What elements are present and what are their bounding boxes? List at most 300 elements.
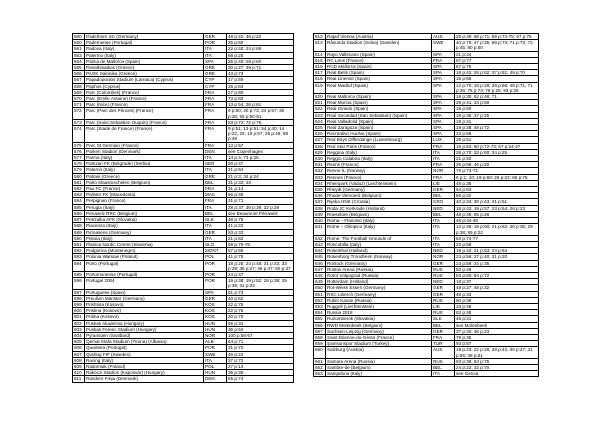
page-references: 13 p:54; 26 p:61 [227,102,294,108]
page-references: 25 p:40; 28 p:60 [227,58,294,64]
country-code: GRE [204,71,227,77]
row-number: 632 [314,168,326,174]
country-code: POR [204,260,227,271]
row-number: 624 [314,118,326,124]
country-code: FRA [432,162,455,168]
country-code: ITA [432,149,455,155]
country-code: ITA [432,218,455,224]
row-number: 583 [73,192,85,198]
country-code: BEL [432,193,455,199]
table-row [314,371,539,377]
row-number: 601 [73,314,85,320]
page-references: 22 p:75 [227,308,294,314]
page-references: 76 p:73-72 [455,168,539,174]
venue-name: Real Oviedo (Spain) [326,106,432,112]
venue-name: Planica Nordic Centre (Slovenia) [85,241,204,247]
row-number: 620 [314,94,326,100]
page-references: 12 p:70; 18 p:28; 26 p:66; 48 p:71; 71 p:26; 75 p:73; 76 p:25; 93 p:26 [455,82,539,93]
country-code: BEL [432,364,455,370]
country-code: ITA [204,52,227,58]
page-references: 100 p:56-57 [227,332,294,338]
row-number: 633 [314,174,326,180]
row-number: 641 [314,224,326,235]
country-code: FRA [204,102,227,108]
page-references: 83 p:60; 84 p:72 [455,272,539,278]
venue-name: Renne IL (Norway) [326,168,432,174]
venue-name: Radomiak (Poland) [85,363,204,369]
row-number: 609 [73,363,85,369]
left-index-body [73,34,294,383]
venue-name: Reggio Calabria (Italy) [326,156,432,162]
row-number: 572 [73,108,85,119]
country-code: FRA [432,174,455,180]
country-code: NOR [432,254,455,260]
page-references: 18 p:42; 19 p:57; 23 p:64; 26 p:23 [455,205,539,211]
venue-name: Ruggell (Liechtenstein) [326,303,432,309]
country-code: BEL [432,322,455,328]
venue-name: Rheinpark (Vaduz) (Liechtenstein) [326,180,432,186]
venue-name: Roma – Flaminio (Italy) [326,218,432,224]
row-number: 612 [314,34,326,40]
country-code: FRA [432,334,455,340]
country-code: SPA [432,106,455,112]
venue-name: Parc (Parc des Princes) (France) [85,108,204,119]
page-references: 31 p:70 [227,345,294,351]
page-references: 49 p:33 [455,291,539,297]
row-number: 629 [314,149,326,155]
country-code: TUR [432,341,455,347]
page-references: 83 p:36; 84 p:75 [455,358,539,364]
country-code: LIE [432,180,455,186]
venue-name: Samara Arena (Russia) [326,358,432,364]
venue-name: Sampdoria (Italy) [326,371,432,377]
venue-name: Puskas Ferenc Stadium (Hungary) [85,326,204,332]
country-code: POR [204,40,227,46]
row-number: 602 [73,320,85,326]
country-code: BEL [204,210,227,216]
country-code: RUS [432,272,455,278]
country-code: GER [204,229,227,235]
row-number: 660 [314,347,326,358]
country-code: SPA [432,125,455,131]
row-number: 582 [73,186,85,192]
venue-name: Rijeka HNK (Croatia) [326,199,432,205]
venue-name: Portomonense (Portugal) [85,271,204,277]
venue-name: Reggina (Italy) [326,149,432,155]
country-code: RUS [432,310,455,316]
venue-name: Palma de Mallorca (Spain) [85,58,204,64]
page-references: 23 p:56; 27 p:40; 31 p:20 [455,254,539,260]
venue-name: Qviding FIF (Sweden) [85,351,204,357]
row-number: 588 [73,223,85,229]
row-number: 594 [73,260,85,271]
country-code: FRA [204,142,227,148]
row-number: 657 [314,328,326,334]
venue-name: Rheydt (Germany) [326,187,432,193]
row-number: 653 [314,303,326,309]
country-code: ITA [432,241,455,247]
country-code: FRA [204,96,227,102]
venue-name: Randers Freja (Denmark) [85,376,204,382]
page-references: 21 p:50 [455,156,539,162]
page-references: 18 p:38; 48 p:72 [455,125,539,131]
page-references: 73 p:60 [227,96,294,102]
venue-name: Şamsunspor Stadium (Turkey) [326,341,432,347]
country-code: DEN [204,376,227,382]
row-number: 573 [73,119,85,125]
country-code: SLK [432,316,455,322]
page-references: 43 p:73 [227,71,294,77]
country-code: RUS [432,266,455,272]
venue-name: Rome – Olimpico (Italy) [326,224,432,235]
row-number: 597 [73,289,85,295]
row-number: 591 [73,241,85,247]
country-code: CRO [432,199,455,205]
venue-name: Parc (Colombes) (France) [85,89,204,95]
row-number: 645 [314,254,326,260]
row-number: 619 [314,82,326,93]
page-references: 66 p:34 [227,320,294,326]
venue-name: Porto (Portugal) [85,260,204,271]
row-number: 575 [73,142,85,148]
venue-name: Roncobilla (Italy) [326,241,432,247]
page-references: 53 p:33 [227,229,294,235]
country-code: ITA [204,46,227,52]
venue-name: Parc St Germain (France) [85,142,204,148]
table-row [314,347,539,358]
row-number: 576 [73,148,85,154]
venue-name: Pistoia (Italy) [85,235,204,241]
page-references: 24 p:47 [227,271,294,277]
venue-name: Patro Maasmechelen (Belgium) [85,179,204,185]
table-row [73,126,294,143]
page-references: 56 p:48 [227,192,294,198]
venue-name: RSC Liberch (Germany) [326,291,432,297]
page-references: 25 p:60 [227,40,294,46]
venue-name: Real Linense (Spain) [326,76,432,82]
page-references: 18 p:42; 21 p:53; 23 p:64 [455,248,539,254]
page-references: see Genoa [455,371,539,377]
page-references: 67 p:77 [455,57,539,63]
venue-name: Pelister FK (Macedonia) [85,192,204,198]
country-code: FRA [204,108,227,119]
page-references: 18 p:30; 62 p:48; 71 [455,94,539,100]
row-number: 637 [314,199,326,205]
venue-name: Rayo Vallecano (Spain) [326,51,432,57]
row-number: 661 [314,358,326,364]
country-code: CYP [204,83,227,89]
row-number: 627 [314,137,326,143]
row-number: 570 [73,96,85,102]
page-references: 41 p:75 [227,254,294,260]
row-number: 618 [314,76,326,82]
venue-name: Panathinaikos (Greece) [85,65,204,71]
row-number: 651 [314,291,326,297]
country-code: SPA [432,70,455,76]
venue-name: Pau FC (France) [85,186,204,192]
table-row [73,108,294,119]
row-number: 599 [73,301,85,307]
country-code: SPA [432,76,455,82]
page-references: 18 p:25; 24 p:48; 31 p:33; 33 p:29; 35 p:27; 36 p:47; 50 p:37 [227,260,294,271]
row-number: 590 [73,235,85,241]
right-index-column [313,33,539,377]
page-references: 79 p:35 [455,334,539,340]
page-references: 24 p:22; 32 p:70 [455,364,539,370]
page-references: 83 p:48 [455,310,539,316]
table-row [73,376,294,382]
row-number: 586 [73,210,85,216]
venue-name: Rosenborg Trondheim (Norway) [326,254,432,260]
row-number: 564 [73,58,85,64]
venue-name: Rosenthal (Holland) [326,248,432,254]
page-references: 22 p:75 [227,301,294,307]
page-references: 41 p:22 [227,223,294,229]
page-references: 13 p:57 [227,142,294,148]
row-number: 621 [314,100,326,106]
page-references: 53 p:49 [455,266,539,272]
venue-name: Rotor Volgograd (Russia) [326,272,432,278]
row-number: 648 [314,272,326,278]
country-code: SWE [432,40,455,51]
row-number: 569 [73,89,85,95]
country-code: DEN [204,148,227,154]
table-row [314,224,539,235]
page-references: 23 p:59 [455,131,539,137]
row-number: 584 [73,198,85,204]
country-code: ITA [432,156,455,162]
venue-name: Parc (Nice) (France) [85,102,204,108]
page-references: 40 p:62 [227,295,294,301]
country-code: FRA [204,186,227,192]
country-code: FRA [432,143,455,149]
page-references: 53 p:72; 72 p:75 [227,119,294,125]
page-references: 37 p:72 [227,357,294,363]
country-code: POR [204,345,227,351]
venue-name: RCD Mallorca (Spain) [326,64,432,70]
venue-name: Podgorica (Montenegro) [85,248,204,254]
country-code: SPA [204,58,227,64]
country-code: GER [204,295,227,301]
row-number: 603 [73,326,85,332]
row-number: 636 [314,193,326,199]
row-number: 577 [73,155,85,161]
venue-name: Padova (Italy) [85,46,204,52]
row-number: 566 [73,71,85,77]
venue-name: Rennes (France) [326,174,432,180]
venue-name: Red Star Paris (France) [326,143,432,149]
row-number: 628 [314,143,326,149]
page-references: 21 p:3; 34 p:24 [227,173,294,179]
country-code: SPA [432,64,455,70]
page-references: 31 p:32; 33 [227,179,294,185]
row-number: 642 [314,235,326,241]
row-number: 649 [314,279,326,285]
venue-name: Parc (Saint Sebastien Ouquin) (France) [85,119,204,125]
country-code: ITA [204,167,227,173]
country-code: RUS [432,358,455,364]
table-row [73,260,294,271]
venue-name: Preußen Münster (Germany) [85,295,204,301]
row-number: 613 [314,40,326,51]
row-number: 563 [73,52,85,58]
row-number: 658 [314,334,326,340]
venue-name: Ruzomberok (Slovakia) [326,316,432,322]
venue-name: Peruwelz RRC (Belgium) [85,210,204,216]
row-number: 659 [314,341,326,347]
right-index-body [314,34,539,377]
country-code: ITA [432,235,455,241]
page-references: 48 p:38 [455,180,539,186]
page-references: 33 p:48 [455,303,539,309]
page-references: 29 p:51 [455,137,539,143]
venue-name: Saint-Étienne-du-Gères (France) [326,334,432,340]
page-references: 23 p:59; 24 p:35 [455,260,539,266]
country-code: GRE [204,173,227,179]
row-number: 631 [314,162,326,168]
row-number: 605 [73,339,85,345]
row-number: 593 [73,254,85,260]
row-number: 560 [73,34,85,40]
venue-name: Rostock (Germany) [326,260,432,266]
venue-name: Pirmasens (Germany) [85,229,204,235]
country-code: SLK [204,217,227,223]
page-references: 22 p:40; 24 p:68 [227,46,294,52]
row-number: 589 [73,229,85,235]
country-code: SPA [432,112,455,118]
row-number: 560 [73,40,85,46]
country-code: POR [204,278,227,289]
country-code: KOS [204,314,227,320]
country-code: FRA [204,119,227,125]
country-code: LUX [432,137,455,143]
row-number: 587 [73,217,85,223]
country-code: SPA [432,118,455,124]
page-references: 15 p:66 [455,76,539,82]
venue-name: Rákóczi Stadion (Kaposvár) (Hungary) [85,370,204,376]
venue-name: Real Madrid (Spain) [326,82,432,93]
venue-name: Reims (France) [326,162,432,168]
right-index-table [313,33,539,377]
row-number: 615 [314,57,326,63]
page-references: 67 p:66 [227,248,294,254]
page-references: 37 p:40; 36 p:23 [455,328,539,334]
page-references: 27 p:13 [227,363,294,369]
country-code: SPA [432,51,455,57]
page-references: 56 p:22 [455,193,539,199]
country-code: NOR [204,332,227,338]
venue-name: Petrzalka AFK (Slovakia) [85,217,204,223]
country-code: SPA [204,289,227,295]
venue-name: Sachsen Leipzig (Germany) [326,328,432,334]
venue-name: Patrasi (Greece) [85,173,204,179]
country-code: GER [432,260,455,266]
page-references: 12 p:38; 19 p:60; 21 p:62; 26 p:38; 29 p:38; 59 p:22 [455,224,539,235]
country-code: SPA [432,94,455,100]
venue-name: Real Betis (Spain) [326,70,432,76]
venue-name: Rome: The Football Grounds of [326,235,432,241]
country-code: POR [204,271,227,277]
venue-name: Pritina (Kosovo) [85,314,204,320]
row-number: 625 [314,125,326,131]
country-code: LIE [432,303,455,309]
page-references: 66 p:25 [227,52,294,58]
country-code: BEL [432,211,455,217]
row-number: 606 [73,345,85,351]
country-code: GER [432,291,455,297]
page-references: see Molenbeek [455,322,539,328]
country-code: NED [432,279,455,285]
page-references: 23 p:58 [455,241,539,247]
page-references: 30 p:27; 39 p:71 [227,65,294,71]
page-references: 35 p:39 [227,370,294,376]
venue-name: Salzburg (Austria) [326,347,432,358]
page-references: 26 p:49; 68 p:71; 69 p:74-75; 97 p:75 [455,34,539,40]
row-number: 600 [73,308,85,314]
row-number: 650 [314,285,326,291]
venue-name: Partizan FK (Belgrade) (Serbia) [85,161,204,167]
venue-name: Paternò (Italy) [85,167,204,173]
page-references: 93 p:57 [455,341,539,347]
page-references: 50 p:47 [227,161,294,167]
row-number: 639 [314,211,326,217]
row-number: 622 [314,106,326,112]
venue-name: Roda JC Kerkrade (Holland) [326,205,432,211]
venue-name: RWD Molenbeek (Belgium) [326,322,432,328]
venue-name: Roeselare (Belgium) [326,211,432,217]
page-references: 28 p:37; 30 p:39; 32 p:29 [227,204,294,210]
row-number: 617 [314,70,326,76]
country-code: GER [432,328,455,334]
venue-name: Racing (Italy) [85,357,204,363]
page-references: 18 p:35; 27 p:25 [455,112,539,118]
row-number: 623 [314,112,326,118]
venue-name: Portugal 2004 [85,278,204,289]
row-number: 567 [73,77,85,83]
row-number: 598 [73,295,85,301]
row-number: 634 [314,180,326,186]
venue-name: Real Sociedad (San Sebastian) (Spain) [326,112,432,118]
page-references: 28 p:70; 33 p:60; 34 p:25 [455,149,539,155]
country-code: SPA [432,100,455,106]
country-code: KOS [204,308,227,314]
venue-name: Parma (Italy) [85,155,204,161]
row-number: 614 [314,51,326,57]
row-number: 663 [314,371,326,377]
venue-name: Rot-Weiss Essen (Germany) [326,285,432,291]
country-code: ITA [204,223,227,229]
venue-name: Real Zaragoza (Spain) [326,125,432,131]
row-number: 561 [73,46,85,52]
page-references: 19 p:38; 19 p:52; 26 p:38; 29 p:38; 31 p:33 [227,278,294,289]
page-references: 46 p:22 [227,351,294,357]
page-references: 26 p:84 [227,83,294,89]
country-code: FRA [432,57,455,63]
page-references: 18 p:41 [455,118,539,124]
page-references: 64 p:71 [227,339,294,345]
venue-name: Russia 2018 [326,310,432,316]
country-code: RUS [432,297,455,303]
row-number: 638 [314,205,326,211]
page-references: 28 p:41; 34 p:59 [455,100,539,106]
table-row [314,82,539,93]
row-number: 635 [314,187,326,193]
page-references: see Beaumont Péruwelz [227,210,294,216]
country-code: GER [204,34,227,40]
venue-name: Quarteira (Portugal) [85,345,204,351]
venue-name: PAOK Salonika (Greece) [85,71,204,77]
venue-name: Puskas Akademia (Hungary) [85,320,204,326]
